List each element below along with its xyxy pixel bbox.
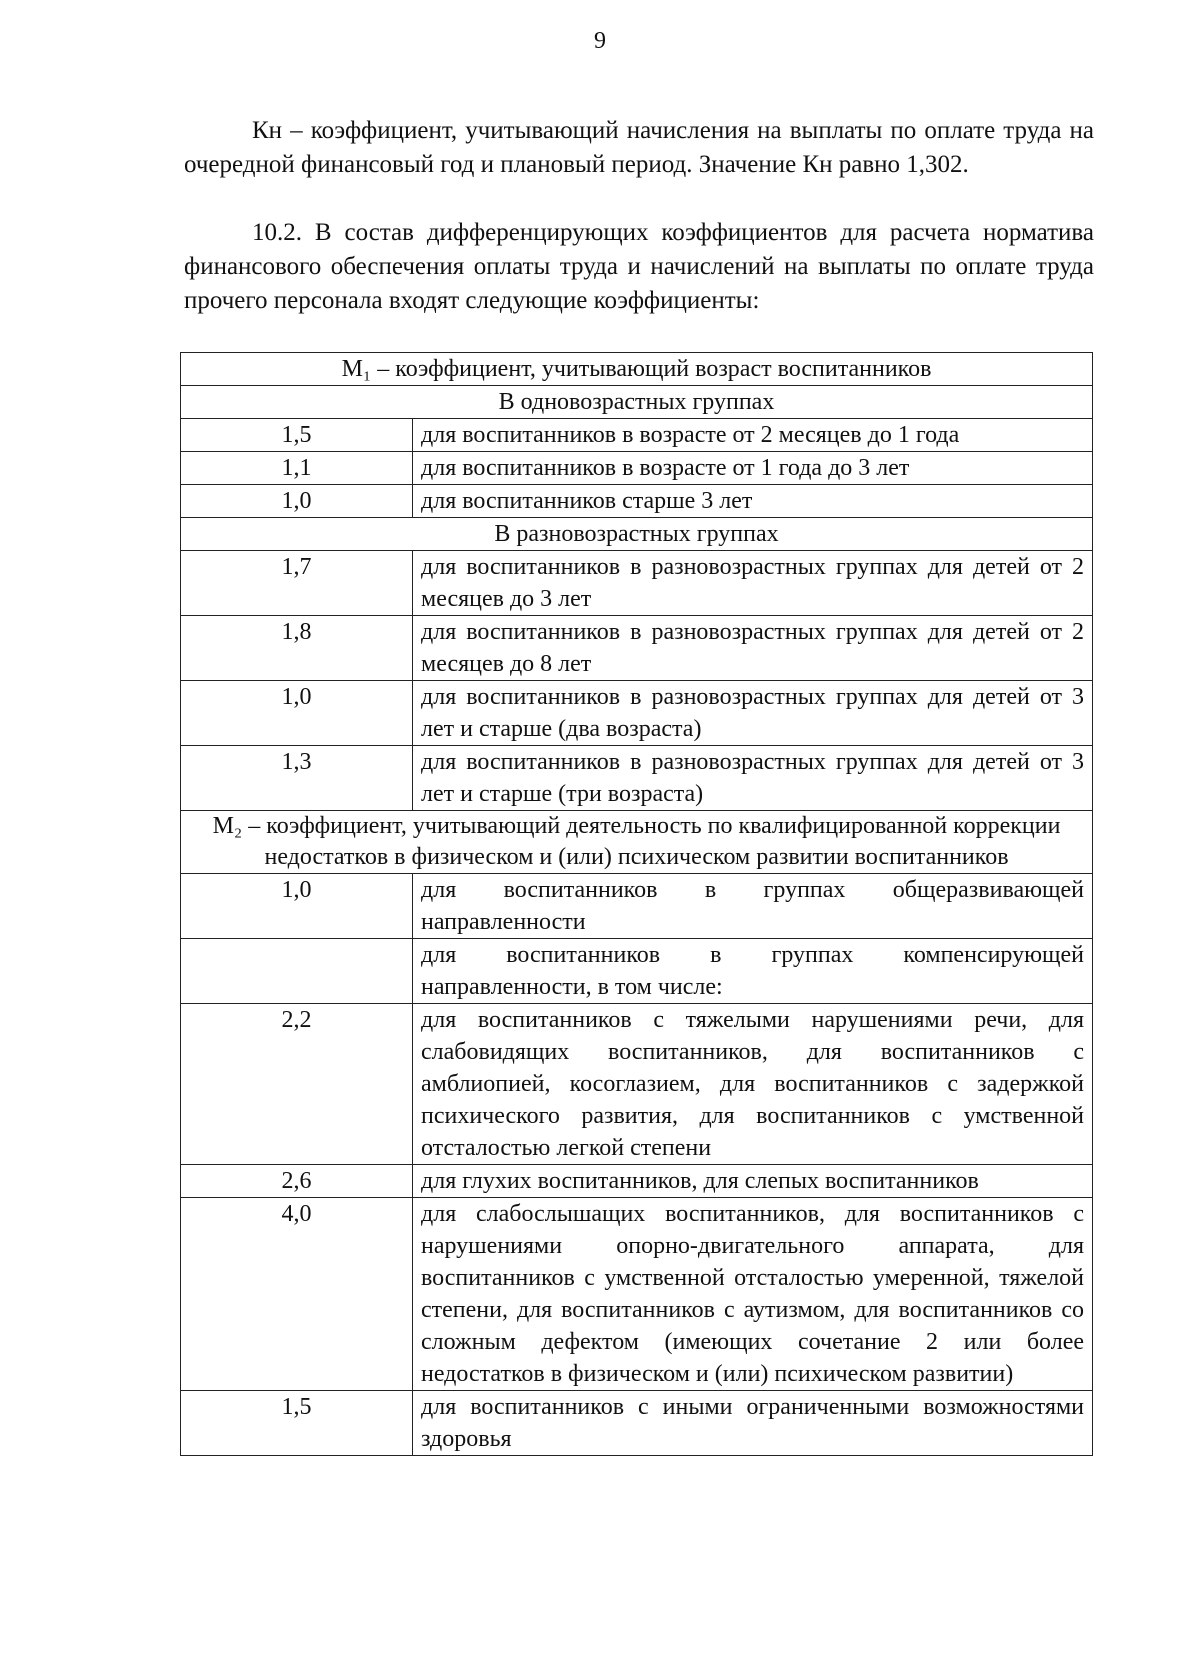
table-row — [181, 874, 1093, 939]
coefficient-value: 1,8 — [181, 616, 413, 681]
table-row — [181, 551, 1093, 616]
table-row — [181, 1165, 1093, 1198]
m1-header: М₁ – коэффициент, учитывающий возраст воспитанников — [181, 353, 1093, 386]
coefficient-description: для воспитанников с иными ограниченными возможностями здоровья — [413, 1391, 1093, 1456]
paragraph-kn: Кн – коэффициент, учитывающий начисления на выплаты по оплате труда на очередной финансовый год и плановый период. Значение Кн равно 1,302. — [184, 117, 1094, 178]
m2-header-row — [181, 811, 1093, 874]
table-row — [181, 1391, 1093, 1456]
coefficient-description: для воспитанников с тяжелыми нарушениями речи, для слабовидящих воспитанников, для воспитанников с амблиопией, косоглазием, для воспитанников с задержкой психического развития, для воспитанников с умственной отсталостью легкой степени — [413, 1004, 1093, 1165]
m2-header: М₂ – коэффициент, учитывающий деятельность по квалифицированной коррекции недостатков в физическом и (или) психическом развитии воспитанников — [181, 811, 1093, 874]
paragraph-intro: 10.2. В состав дифференцирующих коэффициентов для расчета норматива финансового обеспечения оплаты труда и начислений на выплаты по оплате труда прочего персонала входят следующие коэффициенты: — [184, 219, 1094, 314]
coefficient-value: 1,3 — [181, 746, 413, 811]
m1-same-age-header: В одновозрастных группах — [181, 386, 1093, 419]
table-row — [181, 419, 1093, 452]
coefficient-value: 2,6 — [181, 1165, 413, 1198]
coefficient-value: 4,0 — [181, 1198, 413, 1391]
coefficient-value: 1,0 — [181, 681, 413, 746]
coefficient-value — [181, 939, 413, 1004]
table-row — [181, 485, 1093, 518]
coefficient-description: для воспитанников в возрасте от 2 месяцев до 1 года — [413, 419, 1093, 452]
coefficient-description: для воспитанников в разновозрастных группах для детей от 2 месяцев до 8 лет — [413, 616, 1093, 681]
coefficient-description: для воспитанников старше 3 лет — [413, 485, 1093, 518]
coefficient-description: для воспитанников в разновозрастных группах для детей от 2 месяцев до 3 лет — [413, 551, 1093, 616]
m1-same-age-row — [181, 386, 1093, 419]
coefficient-description: для воспитанников в возрасте от 1 года до 3 лет — [413, 452, 1093, 485]
table-row — [181, 616, 1093, 681]
m1-header-row — [181, 353, 1093, 386]
coefficient-description: для воспитанников в группах общеразвивающей направленности — [413, 874, 1093, 939]
coefficient-description: для воспитанников в разновозрастных группах для детей от 3 лет и старше (три возраста) — [413, 746, 1093, 811]
table-row — [181, 681, 1093, 746]
table-row — [181, 746, 1093, 811]
table-row — [181, 452, 1093, 485]
coefficient-description: для воспитанников в группах компенсирующей направленности, в том числе: — [413, 939, 1093, 1004]
coefficient-description: для воспитанников в разновозрастных группах для детей от 3 лет и старше (два возраста) — [413, 681, 1093, 746]
table-row — [181, 1198, 1093, 1391]
coefficient-value: 2,2 — [181, 1004, 413, 1165]
table-row — [181, 939, 1093, 1004]
coefficient-value: 1,0 — [181, 874, 413, 939]
m1-mixed-age-row — [181, 518, 1093, 551]
coefficient-value: 1,5 — [181, 419, 413, 452]
coefficient-value: 1,7 — [181, 551, 413, 616]
coefficient-description: для глухих воспитанников, для слепых воспитанников — [413, 1165, 1093, 1198]
m1-mixed-age-header: В разновозрастных группах — [181, 518, 1093, 551]
coefficient-value: 1,5 — [181, 1391, 413, 1456]
table-row — [181, 1004, 1093, 1165]
coefficient-description: для слабослышащих воспитанников, для воспитанников с нарушениями опорно-двигательного аппарата, для воспитанников с умственной отсталостью умеренной, тяжелой степени, для воспитанников с аутизмом, для воспитанников со сложным дефектом (имеющих сочетание 2 или более недостатков в физическом и (или) психическом развитии) — [413, 1198, 1093, 1391]
coefficient-value: 1,0 — [181, 485, 413, 518]
page-number: 9 — [594, 28, 606, 54]
coefficients-table — [180, 352, 1093, 1456]
coefficient-value: 1,1 — [181, 452, 413, 485]
